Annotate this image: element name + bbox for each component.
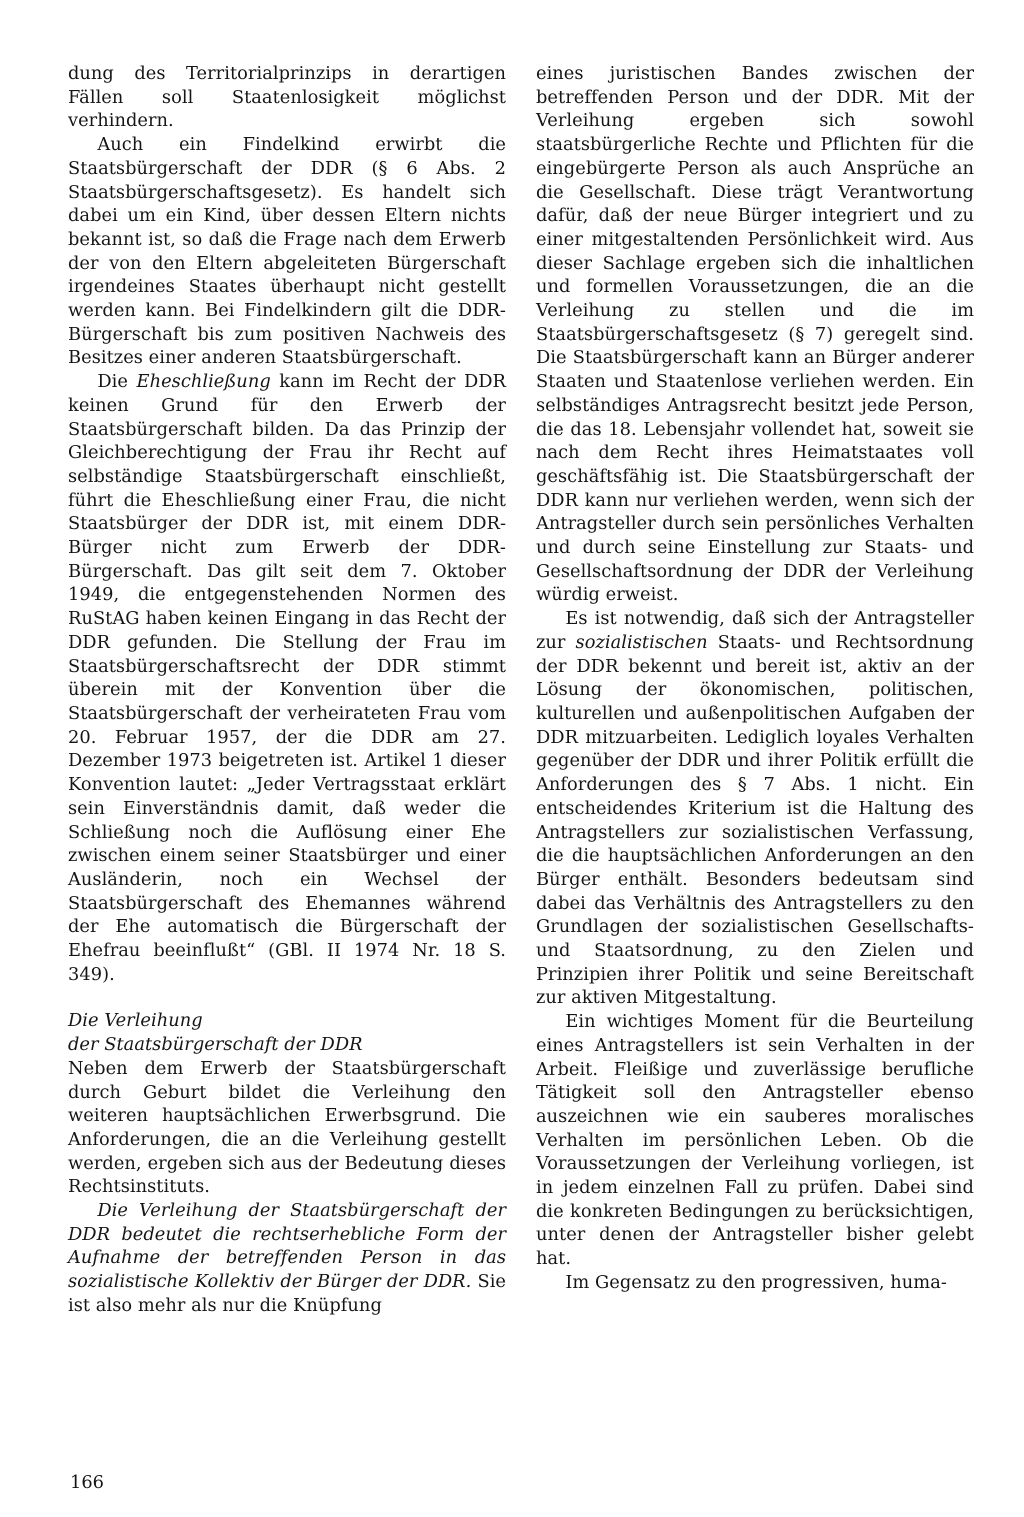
bekenntnis-term: sozialistischen [575,631,708,653]
section-heading-line-1: Die Verleihung [68,1010,203,1032]
left-column [68,62,506,1318]
paragraph-eheschliessung [68,370,506,986]
paragraph-arbeit: Ein wichtiges Moment für die Beurteilung eines Antragstellers ist sein Verhalten in der Arbeit. Fleißige und zuverlässige berufliche Tätigkeit soll den Antragsteller ebenso auszeichnen wie ein sauberes moralisches Verhalten im persönlichen Leben. Ob die Voraussetzungen der Verleihung vorliegen, ist in jedem einzelnen Fall zu prüfen. Dabei sind die konkreten Bedingungen zu berücksichtigen, unter denen der Antragsteller bisher gelebt hat. [536,1011,974,1270]
eheschliessung-term: Eheschließung [136,371,271,393]
paragraph-bekenntnis [536,607,974,1010]
eheschliessung-lead: Die [97,371,137,393]
section-heading [68,1009,506,1056]
eheschliessung-body: kann im Recht der DDR keinen Grund für den Erwerb der Staatsbürgerschaft bilden. Da das Prinzip der Gleichberechtigung der Frau ihr Recht auf selbständige Staatsbürgerschaft einschließt, führt die Eheschließung einer Frau, die nicht Staatsbürger der DDR ist, mit einem DDR-Bürger nicht zum Erwerb der DDR-Bürgerschaft. Das gilt seit dem 7. Oktober 1949, die entgegenstehenden Normen des RuStAG haben keinen Eingang in das Recht der DDR gefunden. Die Stellung der Frau im Staatsbürgerschaftsrecht der DDR stimmt überein mit der Konvention über die Staatsbürgerschaft der verheirateten Frau vom 20. Februar 1957, der die DDR am 27. Dezember 1973 beigetreten ist. Artikel 1 dieser Konvention lautet: „Jeder Vertragsstaat erklärt sein Einverständnis damit, daß weder die Schließung noch die Auflösung einer Ehe zwischen einem seiner Staatsbürger und einer Ausländerin, noch ein Wechsel der Staatsbürgerschaft des Ehemannes während der Ehe automatisch die Bürgerschaft der Ehefrau beeinflußt“ (GBl. II 1974 Nr. 18 S. 349). [68,371,506,985]
paragraph-findelkind: Auch ein Findelkind erwirbt die Staatsbürgerschaft der DDR (§ 6 Abs. 2 Staatsbürgerschaftsgesetz). Es handelt sich dabei um ein Kind, über dessen Eltern nichts bekannt ist, so daß die Frage nach dem Erwerb der von den Eltern abgeleiteten Bürgerschaft irgendeines Staates überhaupt nicht gestellt werden kann. Bei Findelkindern gilt die DDR-Bürgerschaft bis zum positiven Nachweis des Besitzes einer anderen Staatsbürgerschaft. [68,134,506,369]
paragraph-territorialprinzip: dung des Territorialprinzips in derartigen Fällen soll Staatenlosigkeit möglichst verhindern. [68,63,506,132]
section-heading-line-2: der Staatsbürgerschaft der DDR [68,1034,363,1056]
paragraph-juristisches-band: eines juristischen Bandes zwischen der betreffenden Person und der DDR. Mit der Verleihung ergeben sich sowohl staatsbürgerliche Rechte und Pflichten für die eingebürgerte Person als auch Ansprüche an die Gesellschaft. Diese trägt Verantwortung dafür, daß der neue Bürger integriert und zu einer mitgestaltenden Persönlichkeit wird. Aus dieser Sachlage ergeben sich die inhaltlichen und formellen Voraussetzungen, die an die Verleihung zu stellen und die im Staatsbürgerschaftsgesetz (§ 7) geregelt sind. Die Staatsbürgerschaft kann an Bürger anderer Staaten und Staatenlose verliehen werden. Ein selbständiges Antragsrecht besitzt jede Person, die das 18. Lebensjahr vollendet hat, soweit sie nach dem Recht ihres Heimatstaates voll geschäftsfähig ist. Die Staatsbürgerschaft der DDR kann nur verliehen werden, wenn sich der Antragsteller durch sein persönliches Verhalten und durch seine Einstellung zur Staats- und Gesellschaftsordnung der DDR der Verleihung würdig erweist. [536,63,974,606]
page-number: 166 [70,1472,104,1493]
paragraph-verleihung-bedeutung [68,1199,506,1318]
verleihung-definition: Die Verleihung der Staatsbürgerschaft der DDR bedeutet die rechtserhebliche Form der Aufnahme der betreffenden Person in das sozialistische Kollektiv der Bürger der DDR. [68,1200,506,1293]
paragraph-erwerbsgrund: Neben dem Erwerb der Staatsbürgerschaft durch Geburt bildet die Verleihung den weiteren hauptsächlichen Erwerbsgrund. Die Anforderungen, die an die Verleihung gestellt werden, ergeben sich aus der Bedeutung dieses Rechtsinstituts. [68,1057,506,1198]
bekenntnis-body: Staats- und Rechtsordnung der DDR bekennt und bereit ist, aktiv an der Lösung der ökonomischen, politischen, kulturellen und außenpolitischen Aufgaben der DDR mitzuarbeiten. Lediglich loyales Verhalten gegenüber der DDR und ihrer Politik erfüllt die Anforderungen des § 7 Abs. 1 nicht. Ein entscheidendes Kriterium ist die Haltung des Antragstellers zur sozialistischen Verfassung, die die hauptsächlichen Anforderungen an den Bürger enthält. Besonders bedeutsam sind dabei das Verhältnis des Antragstellers zu den Grundlagen der sozialistischen Gesellschafts- und Staatsordnung, zu den Zielen und Prinzipien ihrer Politik und seine Bereitschaft zur aktiven Mitgestaltung. [536,631,974,1009]
verleihung-continuation: Sie ist also mehr als nur die Knüpfung [68,1271,506,1316]
paragraph-gegensatz: Im Gegensatz zu den progressiven, huma- [565,1271,947,1293]
bekenntnis-lead: Es ist notwendig, daß sich der Antragsteller zur [536,608,974,653]
right-column [536,62,974,1295]
